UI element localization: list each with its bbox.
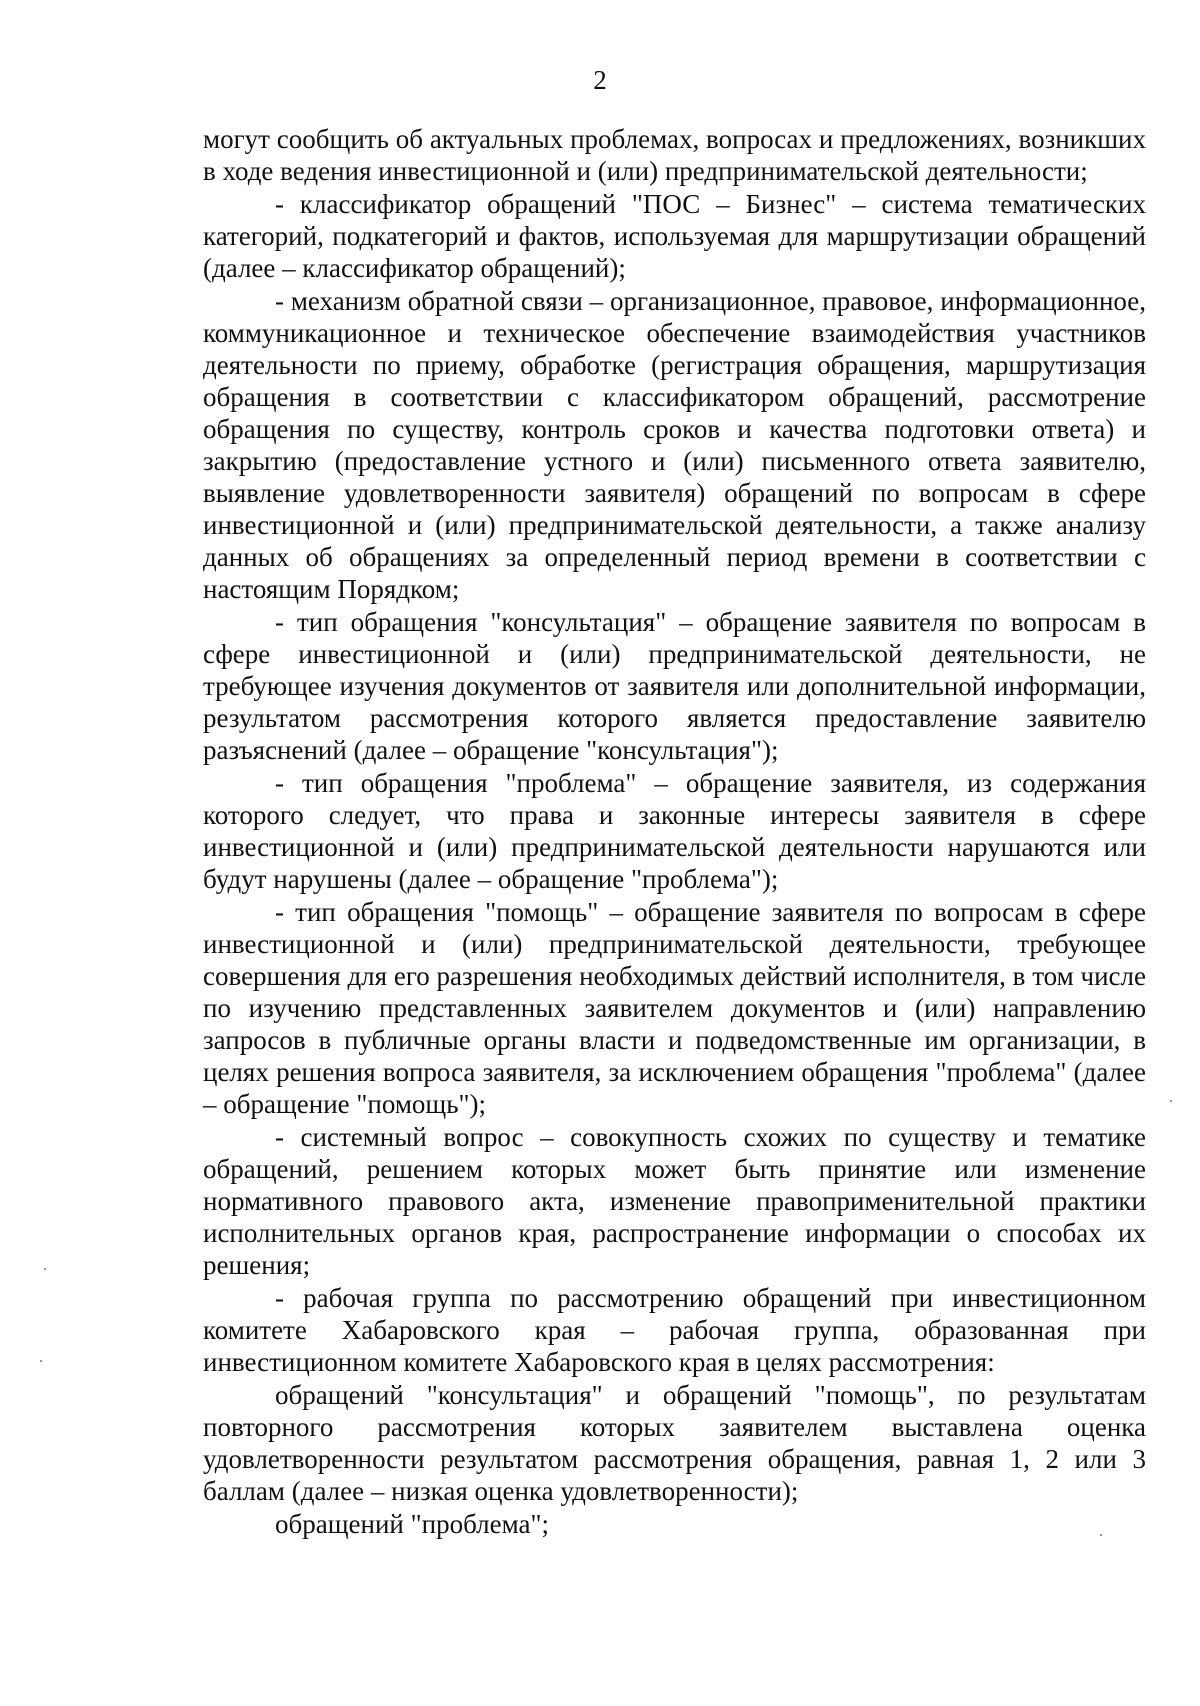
page-number: 2 <box>593 65 607 95</box>
paragraph-feedback-mechanism-definition: - механизм обратной связи – организационное, правовое, информационное, коммуникационное и техническое обеспечение взаимодействия участников деятельности по приему, обработке (регистрация обращения, маршрутизация обращения в соответствии с классификатором обращений, рассмотрение обращения по существу, контроль сроков и качества подготовки ответа) и закрытию (предоставление устного и (или) письменного ответа заявителю, выявление удовлетворенности заявителя) обращений по вопросам в сфере инвестиционной и (или) предпринимательской деятельности, а также анализу данных об обращениях за определенный период времени в соответствии с настоящим Порядком; <box>203 286 1146 604</box>
scan-speck <box>1100 1534 1102 1536</box>
paragraph-low-rating-requests: обращений "консультация" и обращений "помощь", по результатам повторного рассмотрения которых заявителем выставлена оценка удовлетворенности результатом рассмотрения обращения, равная 1, 2 или 3 баллам (далее – низкая оценка удовлетворенности); <box>203 1380 1146 1506</box>
document-body <box>203 123 1146 1541</box>
paragraph-working-group-definition: - рабочая группа по рассмотрению обращений при инвестиционном комитете Хабаровского края – рабочая группа, образованная при инвестиционном комитете Хабаровского края в целях рассмотрения: <box>203 1283 1146 1377</box>
paragraph-help-type-definition: - тип обращения "помощь" – обращение заявителя по вопросам в сфере инвестиционной и (или) предпринимательской деятельности, требующее совершения для его разрешения необходимых действий исполнителя, в том числе по изучению представленных заявителем документов и (или) направлению запросов в публичные органы власти и подведомственные им организации, в целях решения вопроса заявителя, за исключением обращения "проблема" (далее – обращение "помощь"); <box>203 897 1146 1119</box>
paragraph-classifier-definition: - классификатор обращений "ПОС – Бизнес" – система тематических категорий, подкатегорий и фактов, используемая для маршрутизации обращений (далее – классификатор обращений); <box>203 189 1146 283</box>
scan-speck <box>1170 1100 1172 1102</box>
scan-speck <box>40 1360 42 1362</box>
paragraph-problem-type-definition: - тип обращения "проблема" – обращение заявителя, из содержания которого следует, что права и законные интересы заявителя в сфере инвестиционной и (или) предпринимательской деятельности нарушаются или будут нарушены (далее – обращение "проблема"); <box>203 768 1146 894</box>
paragraph-systemic-issue-definition: - системный вопрос – совокупность схожих по существу и тематике обращений, решением которых может быть принятие или изменение нормативного правового акта, изменение правоприменительной практики исполнительных органов края, распространение информации о способах их решения; <box>203 1122 1146 1280</box>
paragraph-problem-requests: обращений "проблема"; <box>275 1509 549 1539</box>
paragraph-consultation-type-definition: - тип обращения "консультация" – обращение заявителя по вопросам в сфере инвестиционной и (или) предпринимательской деятельности, не требующее изучения документов от заявителя или дополнительной информации, результатом рассмотрения которого является предоставление заявителю разъяснений (далее – обращение "консультация"); <box>203 607 1146 765</box>
paragraph-continuation: могут сообщить об актуальных проблемах, вопросах и предложениях, возникших в ходе ведения инвестиционной и (или) предпринимательской деятельности; <box>203 124 1146 186</box>
scan-speck <box>44 1268 46 1270</box>
